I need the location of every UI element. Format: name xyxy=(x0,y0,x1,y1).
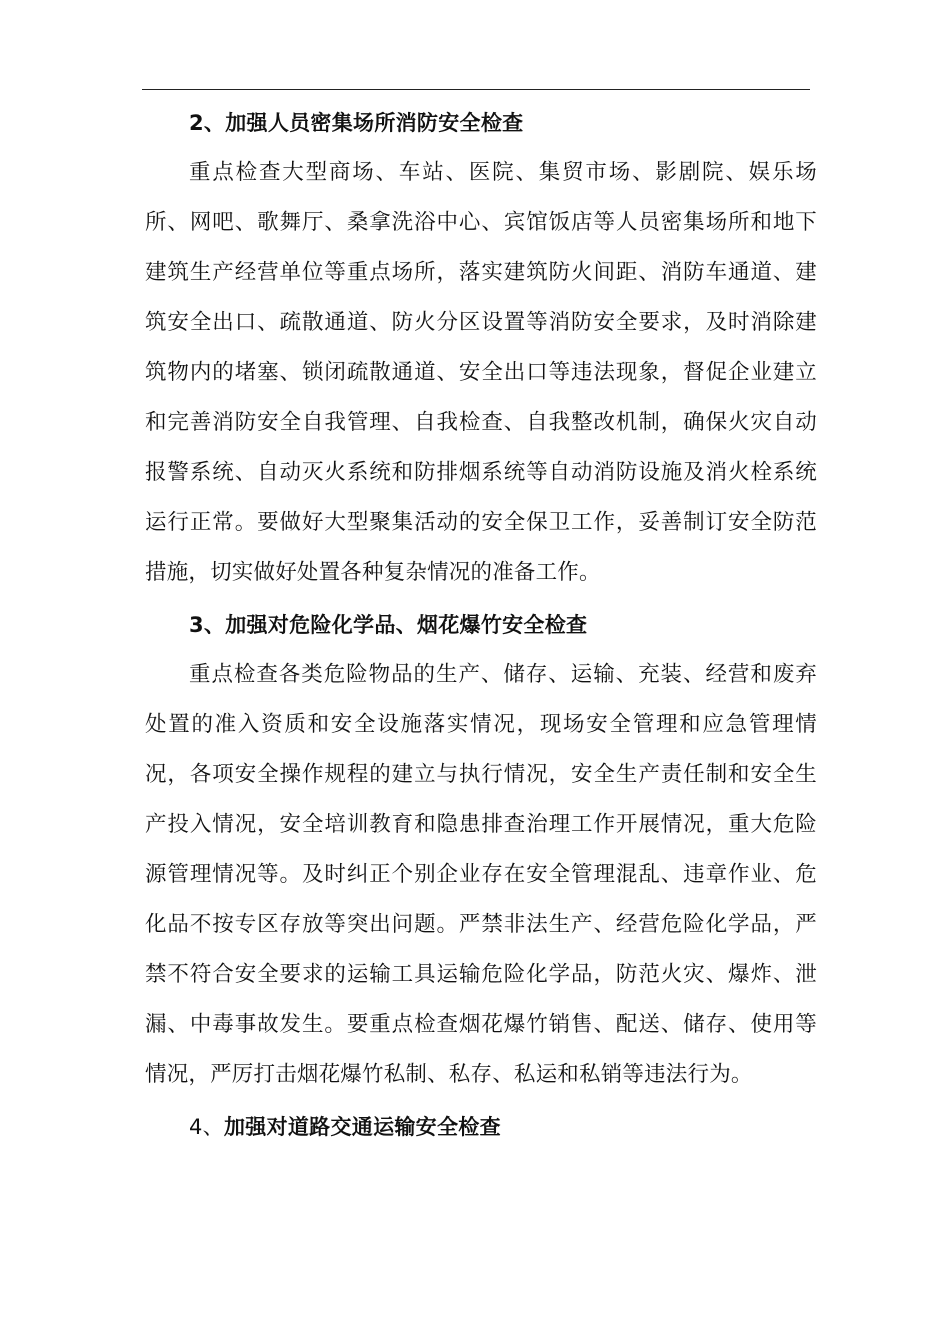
section-title: 加强人员密集场所消防安全检查 xyxy=(225,111,524,135)
document-body xyxy=(145,98,817,1152)
section-number: 3、 xyxy=(189,613,226,637)
section-title: 加强对道路交通运输安全检查 xyxy=(223,1115,501,1139)
section-number: 4、 xyxy=(189,1115,224,1139)
header-rule xyxy=(142,89,810,90)
section-heading-3 xyxy=(145,600,817,650)
section-heading-2 xyxy=(145,98,817,148)
section-number: 2、 xyxy=(189,111,226,135)
section-paragraph-2: 重点检查大型商场、车站、医院、集贸市场、影剧院、娱乐场所、网吧、歌舞厅、桑拿洗浴中心、宾馆饭店等人员密集场所和地下建筑生产经营单位等重点场所，落实建筑防火间距、消防车通道、建筑安全出口、疏散通道、防火分区设置等消防安全要求，及时消除建筑物内的堵塞、锁闭疏散通道、安全出口等违法现象，督促企业建立和完善消防安全自我管理、自我检查、自我整改机制，确保火灾自动报警系统、自动灭火系统和防排烟系统等自动消防设施及消火栓系统运行正常。要做好大型聚集活动的安全保卫工作，妥善制订安全防范措施，切实做好处置各种复杂情况的准备工作。 xyxy=(145,160,817,585)
section-heading-4 xyxy=(145,1102,817,1152)
section-paragraph-3: 重点检查各类危险物品的生产、储存、运输、充装、经营和废弃处置的准入资质和安全设施落实情况，现场安全管理和应急管理情况，各项安全操作规程的建立与执行情况，安全生产责任制和安全生产投入情况，安全培训教育和隐患排查治理工作开展情况，重大危险源管理情况等。及时纠正个别企业存在安全管理混乱、违章作业、危化品不按专区存放等突出问题。严禁非法生产、经营危险化学品，严禁不符合安全要求的运输工具运输危险化学品，防范火灾、爆炸、泄漏、中毒事故发生。要重点检查烟花爆竹销售、配送、储存、使用等情况，严厉打击烟花爆竹私制、私存、私运和私销等违法行为。 xyxy=(145,662,817,1087)
section-title: 加强对危险化学品、烟花爆竹安全检查 xyxy=(225,613,588,637)
